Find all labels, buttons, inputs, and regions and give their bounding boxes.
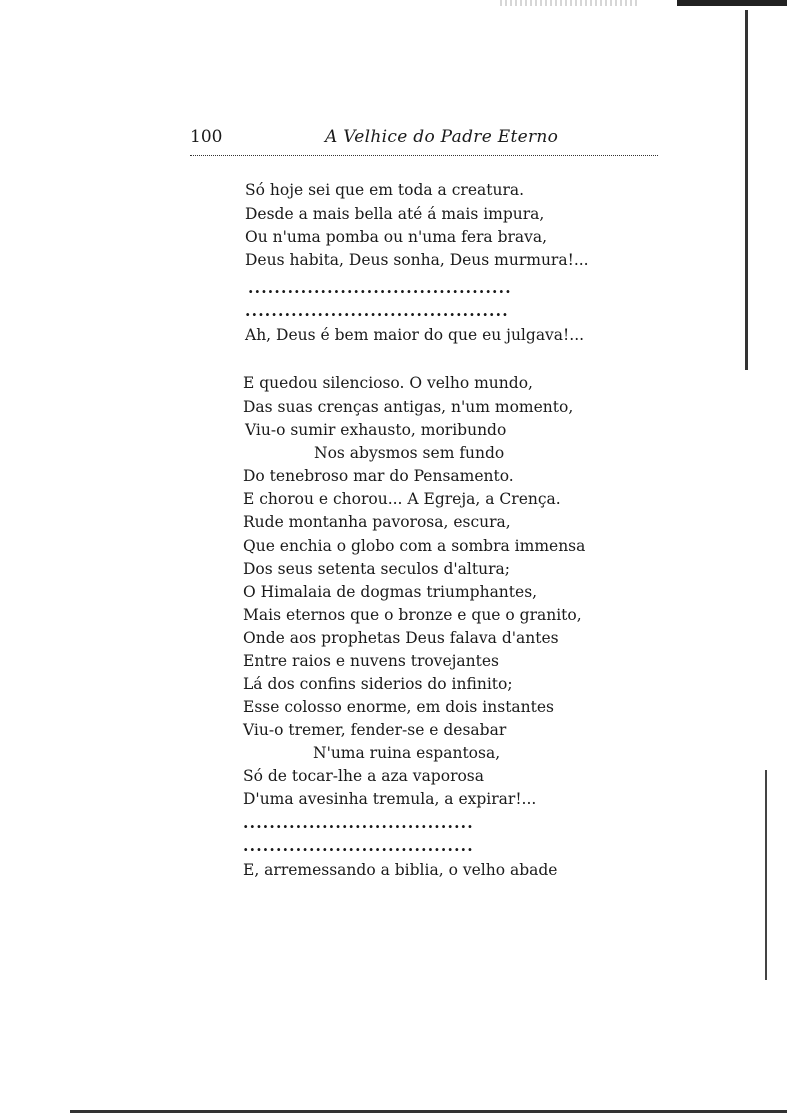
poem-line: Das suas crenças antigas, n'um momento, bbox=[243, 398, 574, 416]
poem-line: Onde aos prophetas Deus falava d'antes bbox=[243, 629, 559, 647]
poem-line: Entre raios e nuvens trovejantes bbox=[243, 652, 499, 670]
poem-line: N'uma ruina espantosa, bbox=[313, 744, 501, 762]
running-title: A Velhice do Padre Eterno bbox=[325, 127, 559, 147]
poem-line: Que enchia o globo com a sombra immensa bbox=[243, 537, 586, 555]
poem-line: E chorou e chorou... A Egreja, a Crença. bbox=[243, 490, 561, 508]
poem-line: Ou n'uma pomba ou n'uma fera brava, bbox=[245, 228, 548, 246]
poem-line: Viu-o sumir exhausto, moribundo bbox=[245, 421, 507, 439]
poem-line: Deus habita, Deus sonha, Deus murmura!... bbox=[245, 251, 589, 269]
poem-line: Lá dos confins siderios do infinito; bbox=[243, 675, 513, 693]
ellipsis-row: ................................... bbox=[243, 813, 474, 832]
page-number: 100 bbox=[190, 127, 223, 147]
poem-line: E, arremessando a biblia, o velho abade bbox=[243, 861, 558, 879]
poem-line: Nos abysmos sem fundo bbox=[314, 444, 505, 462]
poem-line: Dos seus setenta seculos d'altura; bbox=[243, 560, 510, 578]
ellipsis-row: ................................... bbox=[243, 836, 474, 855]
poem-line: O Himalaia de dogmas triumphantes, bbox=[243, 583, 538, 601]
ellipsis-row: ........................................ bbox=[248, 278, 512, 297]
ellipsis-row: ........................................ bbox=[245, 301, 509, 320]
poem-line: Só hoje sei que em toda a creatura. bbox=[245, 181, 525, 199]
poem-line: D'uma avesinha tremula, a expirar!... bbox=[243, 790, 537, 808]
poem-line: Desde a mais bella até á mais impura, bbox=[245, 205, 545, 223]
poem-line: Só de tocar-lhe a aza vaporosa bbox=[243, 767, 484, 785]
poem-line: Do tenebroso mar do Pensamento. bbox=[243, 467, 514, 485]
poem-line: E quedou silencioso. O velho mundo, bbox=[243, 374, 533, 392]
poem-line: Esse colosso enorme, em dois instantes bbox=[243, 698, 555, 716]
poem-line: Rude montanha pavorosa, escura, bbox=[243, 513, 511, 531]
poem-line: Mais eternos que o bronze e que o granito, bbox=[243, 606, 582, 624]
poem-line: Ah, Deus é bem maior do que eu julgava!... bbox=[245, 326, 585, 344]
poem-line: Viu-o tremer, fender-se e desabar bbox=[243, 721, 507, 739]
